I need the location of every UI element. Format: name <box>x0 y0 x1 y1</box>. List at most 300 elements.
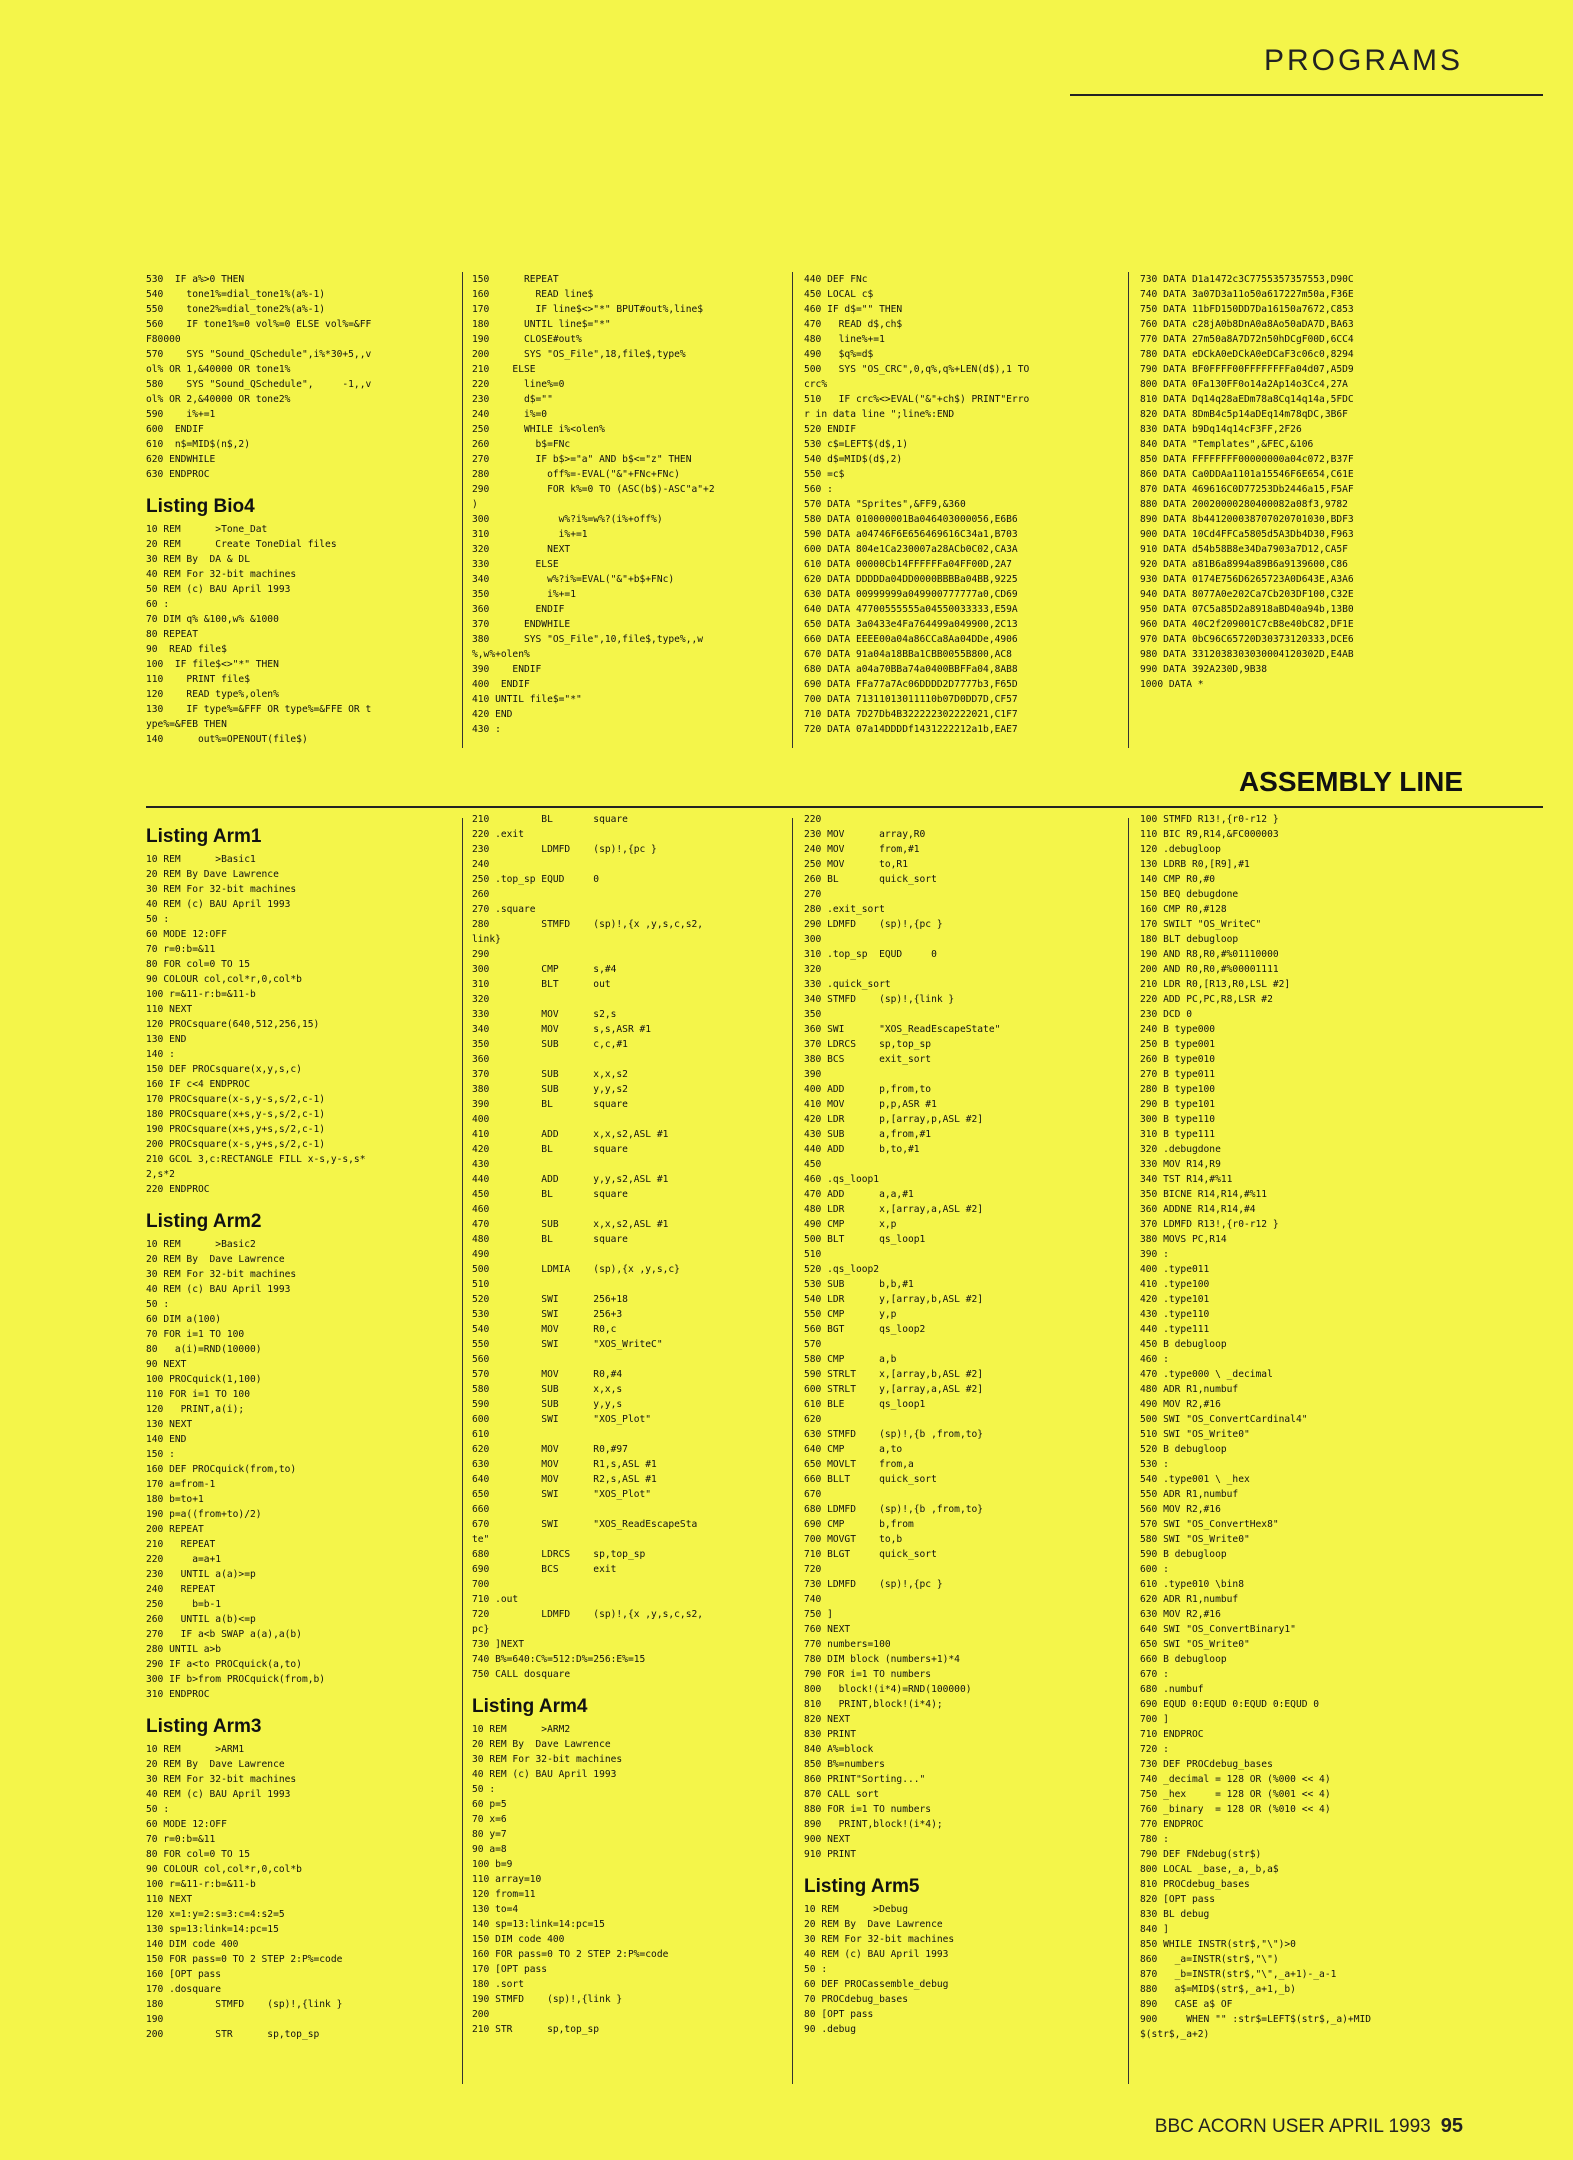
code-line: 640 MOV R2,s,ASL #1 <box>472 1474 657 1485</box>
code-line: 80 FOR col=0 TO 15 <box>146 1849 250 1860</box>
code-line: 210 GCOL 3,c:RECTANGLE FILL x-s,y-s,s* <box>146 1154 366 1165</box>
code-line: 530 c$=LEFT$(d$,1) <box>804 439 908 450</box>
code-line: 1000 DATA * <box>1140 679 1204 690</box>
code-line: 320 <box>804 964 822 975</box>
code-line: 360 <box>472 1054 490 1065</box>
code-line: 550 SWI "XOS_WriteC" <box>472 1339 663 1350</box>
code-line: 50 : <box>146 914 170 925</box>
code-line: 450 <box>804 1159 822 1170</box>
code-line: 490 <box>472 1249 490 1260</box>
code-line: 50 : <box>804 1964 828 1975</box>
code-line: 460 .qs_loop1 <box>804 1174 880 1185</box>
code-line: 620 <box>804 1414 822 1425</box>
code-line: 70 FOR i=1 TO 100 <box>146 1329 245 1340</box>
code-line: 190 AND R8,R0,#%01110000 <box>1140 949 1279 960</box>
code-line: 370 LDRCS sp,top_sp <box>804 1039 932 1050</box>
code-line: 800 block!(i*4)=RND(100000) <box>804 1684 972 1695</box>
code-line: 510 <box>804 1249 822 1260</box>
code-line: 130 NEXT <box>146 1419 193 1430</box>
code-line: 680 LDRCS sp,top_sp <box>472 1549 646 1560</box>
code-line: 30 REM By DA & DL <box>146 554 250 565</box>
code-line: 60 MODE 12:OFF <box>146 1819 227 1830</box>
code-line: 160 [OPT pass <box>146 1969 222 1980</box>
listing-title: Listing Arm3 <box>146 1716 262 1737</box>
code-line: 610 BLE qs_loop1 <box>804 1399 926 1410</box>
code-line: 140 sp=13:link=14:pc=15 <box>472 1919 605 1930</box>
code-line: 170 IF line$<>"*" BPUT#out%,line$ <box>472 304 704 315</box>
code-line: pc} <box>472 1624 490 1635</box>
code-line: 370 ENDWHILE <box>472 619 571 630</box>
code-line: 710 BLGT quick_sort <box>804 1549 937 1560</box>
code-line: 870 CALL sort <box>804 1789 880 1800</box>
code-line: 230 UNTIL a(a)>=p <box>146 1569 256 1580</box>
code-line: 340 STMFD (sp)!,{link } <box>804 994 955 1005</box>
code-line: 360 ENDIF <box>472 604 565 615</box>
code-line: 450 LOCAL c$ <box>804 289 874 300</box>
code-line: 810 PROCdebug_bases <box>1140 1879 1250 1890</box>
code-line: 10 REM >ARM1 <box>146 1744 245 1755</box>
code-line: 380 BCS exit_sort <box>804 1054 932 1065</box>
code-line: 150 : <box>146 1449 175 1460</box>
code-line: 670 <box>804 1489 822 1500</box>
code-line: 600 : <box>1140 1564 1169 1575</box>
code-line: 330 ELSE <box>472 559 559 570</box>
code-line: 130 sp=13:link=14:pc=15 <box>146 1924 279 1935</box>
code-line: 720 DATA 07a14DDDDf1431222212a1b,EAE7 <box>804 724 1018 735</box>
code-line: 480 LDR x,[array,a,ASL #2] <box>804 1204 984 1215</box>
code-line: 100 r=&11-r:b=&11-b <box>146 1879 256 1890</box>
code-line: 250 WHILE i%<olen% <box>472 424 605 435</box>
code-line: 130 to=4 <box>472 1904 519 1915</box>
code-line: 50 : <box>472 1784 496 1795</box>
code-line: 740 <box>804 1594 822 1605</box>
code-line: 340 TST R14,#%11 <box>1140 1174 1233 1185</box>
code-line: 750 _hex = 128 OR (%001 << 4) <box>1140 1789 1331 1800</box>
code-line: 80 a(i)=RND(10000) <box>146 1344 262 1355</box>
code-line: 660 <box>472 1504 490 1515</box>
code-line: 460 <box>472 1204 490 1215</box>
code-line: 40 REM (c) BAU April 1993 <box>472 1769 617 1780</box>
code-line: 630 DATA 00999999a049900777777a0,CD69 <box>804 589 1018 600</box>
code-line: 220 <box>804 814 822 825</box>
code-line: 430 .type110 <box>1140 1309 1210 1320</box>
code-line: 350 <box>804 1009 822 1020</box>
code-line: 150 REPEAT <box>472 274 559 285</box>
code-line: 400 <box>472 1114 490 1125</box>
code-listing <box>804 812 1124 1862</box>
code-line: 890 CASE a$ OF <box>1140 1999 1233 2010</box>
publication-name: BBC ACORN USER APRIL 1993 <box>1154 2116 1431 2137</box>
code-line: 140 END <box>146 1434 187 1445</box>
code-line: 20 REM By Dave Lawrence <box>146 1254 285 1265</box>
code-line: 920 DATA a81B6a8994a89B6a9139600,C86 <box>1140 559 1348 570</box>
code-line: 110 array=10 <box>472 1874 542 1885</box>
code-line: 180 .sort <box>472 1979 524 1990</box>
code-line: 440 DEF FNc <box>804 274 868 285</box>
code-line: 760 DATA c28jA0b8DnA0a8Ao50aDA7D,BA63 <box>1140 319 1354 330</box>
code-line: 490 MOV R2,#16 <box>1140 1399 1221 1410</box>
code-line: 140 out%=OPENOUT(file$) <box>146 734 308 745</box>
code-line: 220 .exit <box>472 829 524 840</box>
code-line: 580 CMP a,b <box>804 1354 897 1365</box>
code-line: 220 line%=0 <box>472 379 565 390</box>
code-line: 850 WHILE INSTR(str$,"\")>0 <box>1140 1939 1296 1950</box>
code-listing <box>1140 272 1470 692</box>
code-line: 250 .top_sp EQUD 0 <box>472 874 600 885</box>
code-line: 700 <box>472 1579 490 1590</box>
code-line: 190 p=a((from+to)/2) <box>146 1509 262 1520</box>
code-line: 370 LDMFD R13!,{r0-r12 } <box>1140 1219 1279 1230</box>
code-line: 840 ] <box>1140 1924 1169 1935</box>
code-line: 230 LDMFD (sp)!,{pc } <box>472 844 657 855</box>
header-divider <box>1070 94 1543 96</box>
code-line: te" <box>472 1534 490 1545</box>
code-line: 70 r=0:b=&11 <box>146 944 216 955</box>
code-line: 640 CMP a,to <box>804 1444 903 1455</box>
code-line: 460 : <box>1140 1354 1169 1365</box>
code-line: 660 DATA EEEE00a04a86CCa8Aa04DDe,4906 <box>804 634 1018 645</box>
code-line: 120 PROCsquare(640,512,256,15) <box>146 1019 320 1030</box>
code-line: 870 DATA 469616C0D77253Db2446a15,F5AF <box>1140 484 1354 495</box>
code-line: 860 PRINT"Sorting..." <box>804 1774 926 1785</box>
code-line: 60 : <box>146 599 170 610</box>
code-line: 140 DIM code 400 <box>146 1939 239 1950</box>
code-line: 850 DATA FFFFFFFF00000000a04c072,B37F <box>1140 454 1354 465</box>
code-line: 240 i%=0 <box>472 409 548 420</box>
code-line: 830 PRINT <box>804 1729 856 1740</box>
code-line: $(str$,_a+2) <box>1140 2029 1210 2040</box>
code-line: 430 <box>472 1159 490 1170</box>
code-line: 690 EQUD 0:EQUD 0:EQUD 0:EQUD 0 <box>1140 1699 1320 1710</box>
code-line: 170 SWILT "OS_WriteC" <box>1140 919 1262 930</box>
code-line: 870 _b=INSTR(str$,"\",_a+1)-_a-1 <box>1140 1969 1337 1980</box>
code-line: %,w%+olen% <box>472 649 530 660</box>
code-line: 90 NEXT <box>146 1359 187 1370</box>
code-line: 990 DATA 392A230D,9B38 <box>1140 664 1268 675</box>
code-line: 160 IF c<4 ENDPROC <box>146 1079 250 1090</box>
top-column-4 <box>1140 272 1470 752</box>
code-line: 90 .debug <box>804 2024 856 2035</box>
code-line: 280 .exit_sort <box>804 904 885 915</box>
bottom-column-1 <box>146 812 458 2092</box>
code-line: 880 FOR i=1 TO numbers <box>804 1804 932 1815</box>
code-line: 270 B type011 <box>1140 1069 1216 1080</box>
code-line: 140 : <box>146 1049 175 1060</box>
code-line: 630 STMFD (sp)!,{b ,from,to} <box>804 1429 984 1440</box>
code-line: 650 MOVLT from,a <box>804 1459 914 1470</box>
code-line: 820 [OPT pass <box>1140 1894 1216 1905</box>
code-line: 490 $q%=d$ <box>804 349 874 360</box>
code-line: 390 ENDIF <box>472 664 542 675</box>
code-line: 890 PRINT,block!(i*4); <box>804 1819 943 1830</box>
code-line: 630 ENDPROC <box>146 469 210 480</box>
code-line: 300 IF b>from PROCquick(from,b) <box>146 1674 326 1685</box>
code-line: 230 d$="" <box>472 394 553 405</box>
code-line: 900 WHEN "" :str$=LEFT$(str$,_a)+MID <box>1140 2014 1372 2025</box>
code-line: 550 =c$ <box>804 469 845 480</box>
code-line: 290 IF a<to PROCquick(a,to) <box>146 1659 302 1670</box>
code-line: 570 DATA "Sprites",&FF9,&360 <box>804 499 966 510</box>
code-line: 230 MOV array,R0 <box>804 829 926 840</box>
code-line: 610 n$=MID$(n$,2) <box>146 439 250 450</box>
code-line: 470 READ d$,ch$ <box>804 319 903 330</box>
code-line: 480 BL square <box>472 1234 628 1245</box>
code-listing <box>804 1876 1124 2037</box>
code-line: 750 DATA 11bFD150DD7Da16150a7672,C853 <box>1140 304 1354 315</box>
code-line: 180 b=to+1 <box>146 1494 204 1505</box>
code-line: 220 ENDPROC <box>146 1184 210 1195</box>
code-line: 420 .type101 <box>1140 1294 1210 1305</box>
code-line: 270 <box>804 889 822 900</box>
code-listing <box>472 1696 788 2037</box>
code-line: 250 b=b-1 <box>146 1599 222 1610</box>
code-line: 700 DATA 71311013011110b07D0DD7D,CF57 <box>804 694 1018 705</box>
code-line: 100 STMFD R13!,{r0-r12 } <box>1140 814 1279 825</box>
code-line: 180 UNTIL line$="*" <box>472 319 611 330</box>
code-line: 200 AND R0,R0,#%00001111 <box>1140 964 1279 975</box>
code-line: 800 DATA 0Fa130FF0o14a2Ap14o3Cc4,27A <box>1140 379 1348 390</box>
code-line: 720 : <box>1140 1744 1169 1755</box>
code-line: 670 DATA 91a04a18BBa1CBB0055B800,AC8 <box>804 649 1012 660</box>
code-line: 740 _decimal = 128 OR (%000 << 4) <box>1140 1774 1331 1785</box>
code-line: 180 PROCsquare(x+s,y-s,s/2,c-1) <box>146 1109 326 1120</box>
code-line: 880 a$=MID$(str$,_a+1,_b) <box>1140 1984 1296 1995</box>
bottom-column-2 <box>472 812 788 2092</box>
listing-title: Listing Arm1 <box>146 826 262 847</box>
code-line: 810 DATA Dq14q28aEDm78a8Cq14q14a,5FDC <box>1140 394 1354 405</box>
code-line: 960 DATA 40C2f209001C7cB8e40bC82,DF1E <box>1140 619 1354 630</box>
code-line: 560 MOV R2,#16 <box>1140 1504 1221 1515</box>
code-line: 350 i%+=1 <box>472 589 576 600</box>
code-line: 710 ENDPROC <box>1140 1729 1204 1740</box>
code-line: 380 SYS "OS_File",10,file$,type%,,w <box>472 634 704 645</box>
code-line: 480 ADR R1,numbuf <box>1140 1384 1239 1395</box>
code-line: 560 : <box>804 484 833 495</box>
code-line: 420 LDR p,[array,p,ASL #2] <box>804 1114 984 1125</box>
code-line: ) <box>472 499 478 510</box>
code-line: 890 DATA 8b441200038707020701030,BDF3 <box>1140 514 1354 525</box>
code-line: 420 BL square <box>472 1144 628 1155</box>
code-line: 550 tone2%=dial_tone2%(a%-1) <box>146 304 326 315</box>
code-line: 190 <box>146 2014 164 2025</box>
code-line: 430 : <box>472 724 501 735</box>
code-line: 200 SYS "OS_File",18,file$,type% <box>472 349 686 360</box>
code-line: 970 DATA 0bC96C65720D30373120333,DCE6 <box>1140 634 1354 645</box>
code-line: 570 SWI "OS_ConvertHex8" <box>1140 1519 1279 1530</box>
code-line: 510 <box>472 1279 490 1290</box>
code-line: 100 b=9 <box>472 1859 513 1870</box>
code-line: 180 STMFD (sp)!,{link } <box>146 1999 343 2010</box>
code-line: ol% OR 1,&40000 OR tone1% <box>146 364 291 375</box>
code-line: 540 MOV R0,c <box>472 1324 617 1335</box>
code-line: 10 REM >Debug <box>804 1904 908 1915</box>
code-line: 210 BL square <box>472 814 628 825</box>
code-line: 530 : <box>1140 1459 1169 1470</box>
code-line: 760 _binary = 128 OR (%010 << 4) <box>1140 1804 1331 1815</box>
code-line: 120 PRINT,a(i); <box>146 1404 245 1415</box>
top-column-3 <box>804 272 1124 752</box>
code-line: 540 tone1%=dial_tone1%(a%-1) <box>146 289 326 300</box>
code-line: 300 w%?i%=w%?(i%+off%) <box>472 514 663 525</box>
code-line: 300 B type110 <box>1140 1114 1216 1125</box>
code-line: 150 FOR pass=0 TO 2 STEP 2:P%=code <box>146 1954 343 1965</box>
code-line: 600 DATA 804e1Ca230007a28ACb0C02,CA3A <box>804 544 1018 555</box>
code-line: 310 BLT out <box>472 979 611 990</box>
code-line: 790 DEF FNdebug(str$) <box>1140 1849 1262 1860</box>
code-line: 520 ENDIF <box>804 424 856 435</box>
code-line: 650 SWI "OS_Write0" <box>1140 1639 1250 1650</box>
code-line: 580 DATA 010000001Ba046403000056,E6B6 <box>804 514 1018 525</box>
code-line: 690 CMP b,from <box>804 1519 914 1530</box>
listing-title: Listing Arm5 <box>804 1876 920 1897</box>
code-line: 270 IF b$>="a" AND b$<="z" THEN <box>472 454 692 465</box>
code-line: 130 LDRB R0,[R9],#1 <box>1140 859 1250 870</box>
code-line: 220 a=a+1 <box>146 1554 222 1565</box>
code-line: 110 FOR i=1 TO 100 <box>146 1389 250 1400</box>
code-line: 200 REPEAT <box>146 1524 204 1535</box>
code-line: 130 IF type%=&FFF OR type%=&FFE OR t <box>146 704 372 715</box>
code-line: 470 .type000 \ _decimal <box>1140 1369 1273 1380</box>
bottom-column-4 <box>1140 812 1470 2092</box>
code-line: 470 SUB x,x,s2,ASL #1 <box>472 1219 669 1230</box>
code-line: 840 A%=block <box>804 1744 874 1755</box>
code-listing <box>146 272 458 482</box>
code-line: 380 MOVS PC,R14 <box>1140 1234 1227 1245</box>
code-line: 110 NEXT <box>146 1894 193 1905</box>
code-line: 880 DATA 20020000280400082a08f3,9782 <box>1140 499 1348 510</box>
code-line: 610 DATA 00000Cb14FFFFFFa04FF00D,2A7 <box>804 559 1012 570</box>
code-line: 120 .debugloop <box>1140 844 1221 855</box>
code-line: 100 PROCquick(1,100) <box>146 1374 262 1385</box>
code-line: 560 BGT qs_loop2 <box>804 1324 926 1335</box>
code-listing <box>472 272 788 737</box>
code-line: 570 <box>804 1339 822 1350</box>
code-line: 900 NEXT <box>804 1834 851 1845</box>
code-line: 540 LDR y,[array,b,ASL #2] <box>804 1294 984 1305</box>
code-line: 160 CMP R0,#128 <box>1140 904 1227 915</box>
code-line: 300 <box>804 934 822 945</box>
code-line: 100 IF file$<>"*" THEN <box>146 659 279 670</box>
code-line: 620 MOV R0,#97 <box>472 1444 628 1455</box>
code-line: 740 B%=640:C%=512:D%=256:E%=15 <box>472 1654 646 1665</box>
code-line: 910 PRINT <box>804 1849 856 1860</box>
code-line: 790 DATA BF0FFFF00FFFFFFFFa04d07,A5D9 <box>1140 364 1354 375</box>
code-listing <box>146 826 458 1197</box>
code-line: 2,s*2 <box>146 1169 175 1180</box>
code-line: 560 IF tone1%=0 vol%=0 ELSE vol%=&FF <box>146 319 372 330</box>
code-line: 360 SWI "XOS_ReadEscapeState" <box>804 1024 1001 1035</box>
code-line: 30 REM For 32-bit machines <box>146 884 297 895</box>
code-line: 490 CMP x,p <box>804 1219 897 1230</box>
code-line: 300 CMP s,#4 <box>472 964 617 975</box>
code-line: ype%=&FEB THEN <box>146 719 227 730</box>
column-divider <box>792 818 793 2084</box>
code-line: 690 DATA FFa77a7Ac06DDDD2D7777b3,F65D <box>804 679 1018 690</box>
code-line: 110 NEXT <box>146 1004 193 1015</box>
code-line: 10 REM >Tone_Dat <box>146 524 268 535</box>
code-line: 230 DCD 0 <box>1140 1009 1192 1020</box>
code-line: 210 LDR R0,[R13,R0,LSL #2] <box>1140 979 1291 990</box>
code-line: 690 BCS exit <box>472 1564 617 1575</box>
code-line: 120 from=11 <box>472 1889 536 1900</box>
code-line: 770 numbers=100 <box>804 1639 891 1650</box>
code-line: 650 SWI "XOS_Plot" <box>472 1489 652 1500</box>
code-line: 560 <box>472 1354 490 1365</box>
code-line: 20 REM By Dave Lawrence <box>146 1759 285 1770</box>
code-line: 260 BL quick_sort <box>804 874 937 885</box>
code-line: r in data line ";line%:END <box>804 409 955 420</box>
page-footer <box>1155 2115 1463 2138</box>
code-line: 710 .out <box>472 1594 519 1605</box>
code-line: 20 REM By Dave Lawrence <box>804 1919 943 1930</box>
code-line: 80 FOR col=0 TO 15 <box>146 959 250 970</box>
section-divider <box>146 806 1543 808</box>
code-line: 780 DIM block (numbers+1)*4 <box>804 1654 960 1665</box>
code-line: 450 BL square <box>472 1189 628 1200</box>
code-line: 330 MOV s2,s <box>472 1009 617 1020</box>
code-line: 730 DATA D1a1472c3C7755357357553,D90C <box>1140 274 1354 285</box>
code-line: 30 REM For 32-bit machines <box>472 1754 623 1765</box>
code-line: 660 B debugloop <box>1140 1654 1227 1665</box>
code-line: 40 REM (c) BAU April 1993 <box>146 899 291 910</box>
code-line: 290 FOR k%=0 TO (ASC(b$)-ASC"a"+2 <box>472 484 715 495</box>
code-line: 310 i%+=1 <box>472 529 588 540</box>
code-line: 310 B type111 <box>1140 1129 1216 1140</box>
code-line: 80 REPEAT <box>146 629 198 640</box>
code-line: 260 UNTIL a(b)<=p <box>146 1614 256 1625</box>
code-line: 590 DATA a04746F6E656469616C34a1,B703 <box>804 529 1018 540</box>
code-line: 730 ]NEXT <box>472 1639 524 1650</box>
code-line: 160 DEF PROCquick(from,to) <box>146 1464 297 1475</box>
code-line: 500 LDMIA (sp),{x ,y,s,c} <box>472 1264 680 1275</box>
code-line: 680 LDMFD (sp)!,{b ,from,to} <box>804 1504 984 1515</box>
code-line: 310 .top_sp EQUD 0 <box>804 949 937 960</box>
code-line: 860 DATA Ca0DDAa1101a15546F6E654,C61E <box>1140 469 1354 480</box>
code-line: 550 ADR R1,numbuf <box>1140 1489 1239 1500</box>
code-line: 140 CMP R0,#0 <box>1140 874 1216 885</box>
code-line: 120 READ type%,olen% <box>146 689 279 700</box>
code-line: 10 REM >ARM2 <box>472 1724 571 1735</box>
code-line: 90 COLOUR col,col*r,0,col*b <box>146 1864 302 1875</box>
code-line: 60 DEF PROCassemble_debug <box>804 1979 949 1990</box>
code-line: 910 DATA d54b58B8e34Da7903a7D12,CA5F <box>1140 544 1348 555</box>
code-line: 190 STMFD (sp)!,{link } <box>472 1994 623 2005</box>
code-line: 150 BEQ debugdone <box>1140 889 1239 900</box>
code-line: 640 SWI "OS_ConvertBinary1" <box>1140 1624 1296 1635</box>
code-line: 800 LOCAL _base,_a,_b,a$ <box>1140 1864 1279 1875</box>
code-line: 40 REM For 32-bit machines <box>146 569 297 580</box>
code-line: 980 DATA 3312038303030004120302D,E4AB <box>1140 649 1354 660</box>
code-line: 450 B debugloop <box>1140 1339 1227 1350</box>
code-line: 950 DATA 07C5a85D2a8918aBD40a94b,13B0 <box>1140 604 1354 615</box>
code-line: 680 DATA a04a70BBa74a0400BBFFa04,8AB8 <box>804 664 1018 675</box>
code-line: 400 ENDIF <box>472 679 530 690</box>
top-column-1 <box>146 272 458 752</box>
listing-title: Listing Arm4 <box>472 1696 588 1717</box>
code-line: 260 B type010 <box>1140 1054 1216 1065</box>
code-line: 40 REM (c) BAU April 1993 <box>146 1284 291 1295</box>
code-line: 210 STR sp,top_sp <box>472 2024 600 2035</box>
code-line: 440 .type111 <box>1140 1324 1210 1335</box>
code-listing <box>146 496 458 747</box>
code-line: 70 r=0:b=&11 <box>146 1834 216 1845</box>
code-line: 380 SUB y,y,s2 <box>472 1084 628 1095</box>
code-line: 320 .debugdone <box>1140 1144 1221 1155</box>
code-line: 580 SYS "Sound_QSchedule", -1,,v <box>146 379 372 390</box>
code-line: 530 SWI 256+3 <box>472 1309 623 1320</box>
code-line: 80 y=7 <box>472 1829 507 1840</box>
code-line: 50 REM (c) BAU April 1993 <box>146 584 291 595</box>
